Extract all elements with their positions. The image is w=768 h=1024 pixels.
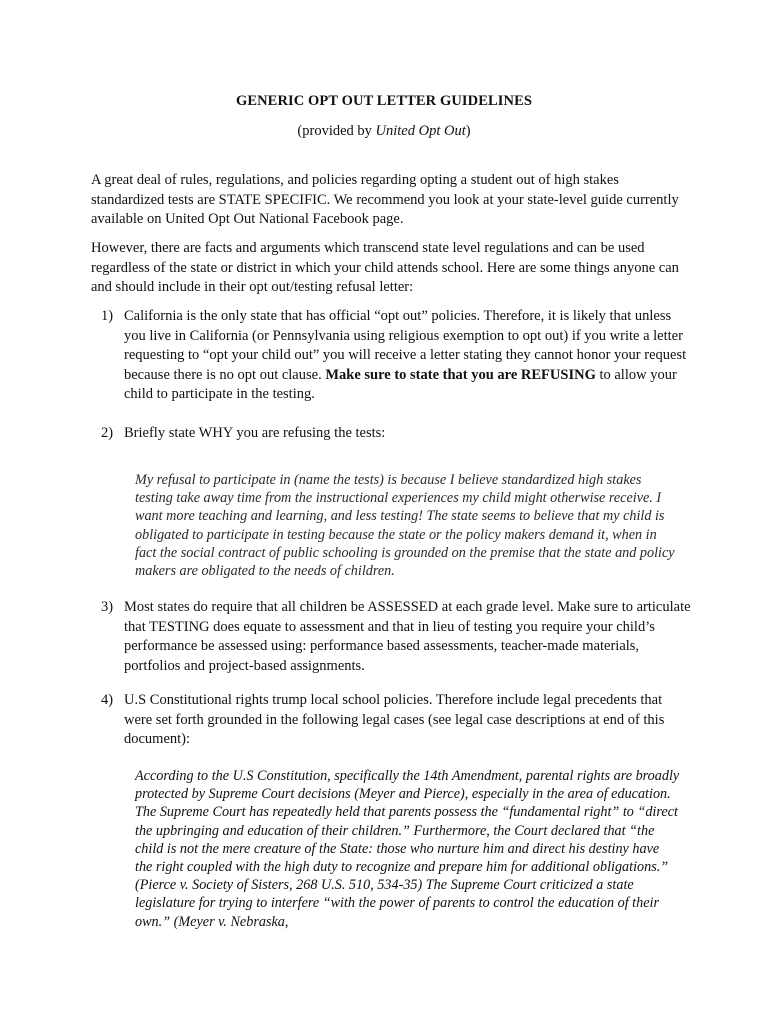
list-item-2: [91, 424, 691, 444]
list-number: 1): [101, 308, 114, 324]
document-title: GENERIC OPT OUT LETTER GUIDELINES: [235, 93, 533, 109]
list-number: 3): [101, 599, 114, 615]
list-item-text: Most states do require that all children be ASSESSED at each grade level. Make sure to articulate that TESTING does equate to assessment and that in lieu of testing you require your child’s performance be assessed using: performance based assessments, teacher-made materials, portfolios and project-based assignments.: [124, 599, 691, 674]
list-item-text: Briefly state WHY you are refusing the tests:: [124, 425, 386, 441]
list-item-1: [91, 307, 691, 405]
subtitle-suffix: ): [465, 123, 471, 139]
subtitle-prefix: (provided by: [297, 123, 376, 139]
document-subtitle: [0, 123, 768, 140]
list-number: 4): [101, 692, 114, 708]
list-item-tail: to allow your child to participate in the testing.: [124, 366, 677, 403]
refusing-emphasis: Make sure to state that you are REFUSING: [325, 366, 596, 383]
list-item-text: U.S Constitutional rights trump local school policies. Therefore include legal precedents that were set forth grounded in the following legal cases (see legal case descriptions at end of this document):: [124, 692, 665, 748]
list-item-text: [124, 307, 691, 405]
list-item-3: [91, 598, 691, 676]
list-item-body: California is the only state that has official “opt out” policies. Therefore, it is likely that unless you live in California (or Pennsylvania using religious exemption to opt out) if you write a letter requesting to “opt your child out” you will receive a letter stating they cannot honor your request because there is no opt out clause.: [124, 308, 687, 383]
refusal-quote: My refusal to participate in (name the tests) is because I believe standardized high stakes testing take away time from the instructional experiences my child might otherwise receive. I want more teaching and learning, and less testing! The state seems to believe that my child is obligated to participate in testing because the state or the policy makers demand it, when in fact the social contract of public schooling is grounded on the premise that the state and policy makers are obligated to the needs of children.: [135, 472, 675, 580]
facts-paragraph: However, there are facts and arguments which transcend state level regulations and can be used regardless of the state or district in which your child attends school. Here are some things anyone can and should include in their opt out/testing refusal letter:: [91, 240, 679, 296]
constitution-quote: According to the U.S Constitution, specifically the 14th Amendment, parental rights are broadly protected by Supreme Court decisions (Meyer and Pierce), especially in the area of education. The Supreme Court has repeatedly held that parents possess the “fundamental right” to “direct the upbringing and education of their children.” Furthermore, the Court declared that “the child is not the mere creature of the State: those who nurture him and direct his destiny have the right coupled with the high duty to recognize and prepare him for additional obligations.” (Pierce v. Society of Sisters, 268 U.S. 510, 534-35) The Supreme Court criticized a state legislature for trying to interfere “with the power of parents to control the education of their own.” (Meyer v. Nebraska,: [135, 768, 680, 930]
list-item-4: [91, 691, 691, 750]
subtitle-source: United Opt Out: [375, 123, 466, 139]
intro-paragraph: A great deal of rules, regulations, and policies regarding opting a student out of high stakes standardized tests are STATE SPECIFIC. We recommend you look at your state-level guide currently available on United Opt Out National Facebook page.: [91, 172, 679, 228]
list-number: 2): [101, 425, 114, 441]
